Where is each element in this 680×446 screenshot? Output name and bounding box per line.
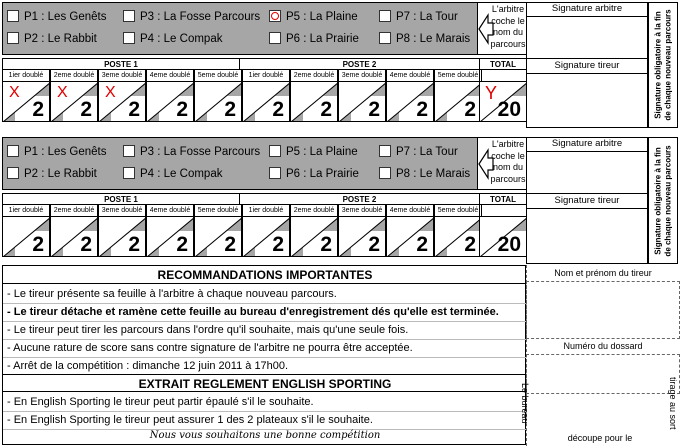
checkbox[interactable] [379,32,391,44]
score-cell[interactable] [194,217,242,257]
side-note-card-2 [648,137,678,264]
score-value: 2 [224,233,236,256]
total-value: 20 [497,233,521,256]
parcours-option-p4[interactable]: P4 : Le Compak [123,167,222,182]
extrait-line: - En English Sporting le tireur peut assurer 1 des 2 plateaux s'il le souhaite. [7,414,373,426]
score-value: 2 [368,98,380,121]
score-value: 2 [80,233,92,256]
doublet-label: 4eme doublé [386,205,434,217]
total-cell[interactable] [479,217,527,257]
extrait-line: - En English Sporting le tireur peut partir épaulé s'il le souhaite. [7,396,314,408]
le-bureau-label: Le bureau [520,383,530,424]
score-value: 2 [464,98,476,121]
parcours-option-p2[interactable]: P2 : Le Rabbit [7,32,97,47]
parcours-option-p7[interactable]: P7 : La Tour [379,145,458,160]
checkbox[interactable] [269,145,281,157]
tirage-au-sort-label: tirage au sort [668,377,678,430]
parcours-selector-card-2 [2,137,478,190]
score-cell[interactable] [434,82,482,122]
total-label-spacer [479,70,527,82]
doublet-label: 4eme doublé [146,205,194,217]
score-cell[interactable] [194,82,242,122]
side-note-text: Signature obligatoire à la fin de chaque nouveau parcours [653,9,672,121]
score-cell[interactable] [98,82,146,122]
parcours-option-p5[interactable]: P5 : La Plaine [269,145,358,160]
recommandation-line: - Le tireur présente sa feuille à l'arbitre à chaque nouveau parcours. [7,288,337,300]
parcours-option-p1[interactable]: P1 : Les Genêts [7,10,106,25]
miss-mark: X [57,84,68,101]
doublet-label: 3eme doublé [98,205,146,217]
score-cell[interactable] [290,82,338,122]
score-cell[interactable] [242,217,290,257]
doublet-label: 4eme doublé [386,70,434,82]
numero-dossard-field[interactable] [526,354,680,394]
miss-mark: X [105,84,116,101]
score-value: 2 [128,98,140,121]
recommandation-line: - Le tireur détache et ramène cette feuille au bureau d'enregistrement dés qu'elle est terminée. [7,306,499,318]
poste-1-title: POSTE 1 [2,58,240,70]
poste-2-title: POSTE 2 [239,193,480,205]
total-label-spacer [479,205,527,217]
poste-1-title: POSTE 1 [2,193,240,205]
parcours-option-p6[interactable]: P6 : La Prairie [269,32,359,47]
score-cell[interactable] [338,82,386,122]
score-cell[interactable] [50,217,98,257]
score-cell[interactable] [386,82,434,122]
checkbox[interactable] [123,145,135,157]
total-value: 20 [497,98,521,121]
tireur-info-panel [520,265,680,446]
doublet-label: 5eme doublé [194,70,242,82]
doublet-label: 1ier doublé [242,205,290,217]
score-value: 2 [320,233,332,256]
parcours-option-p6[interactable]: P6 : La Prairie [269,167,359,182]
score-cell[interactable] [338,217,386,257]
score-cell[interactable] [2,217,50,257]
recommandations-title: RECOMMANDATIONS IMPORTANTES [3,266,527,284]
signature-tireur-cell-card-2[interactable] [526,193,648,264]
score-value: 2 [224,98,236,121]
doublet-label: 1ier doublé [2,70,50,82]
doublet-label: 5eme doublé [434,205,482,217]
nom-prenom-label: Nom et prénom du tireur [554,268,652,278]
checkbox[interactable] [7,145,19,157]
checkbox[interactable] [7,32,19,44]
checkbox[interactable] [123,167,135,179]
parcours-option-p1[interactable]: P1 : Les Genêts [7,145,106,160]
score-value: 2 [272,233,284,256]
parcours-option-p7[interactable]: P7 : La Tour [379,10,458,25]
checkbox[interactable] [379,167,391,179]
recommandations-panel [2,265,526,445]
doublet-label: 2eme doublé [50,70,98,82]
checkbox[interactable] [123,32,135,44]
arbitre-note-text: L'arbitre coche le nom du parcours [490,4,526,49]
signature-tireur-label: Signature tireur [554,60,620,71]
parcours-option-p2[interactable]: P2 : Le Rabbit [7,167,97,182]
checkbox[interactable] [269,32,281,44]
score-value: 2 [272,98,284,121]
poste-2-title: POSTE 2 [239,58,480,70]
score-cell[interactable] [290,217,338,257]
score-cell[interactable] [2,82,50,122]
score-value: 2 [320,98,332,121]
doublet-label: 2eme doublé [290,205,338,217]
signature-tireur-label: Signature tireur [554,195,620,206]
numero-dossard-label: Numéro du dossard [563,341,643,351]
parcours-option-p4[interactable]: P4 : Le Compak [123,32,222,47]
score-cell[interactable] [146,217,194,257]
doublet-label: 2eme doublé [290,70,338,82]
parcours-option-p3[interactable]: P3 : La Fosse Parcours [123,145,260,160]
score-value: 2 [416,233,428,256]
arbitre-note-card-1 [478,2,526,55]
total-title: TOTAL [479,58,527,70]
checkbox[interactable] [379,145,391,157]
total-title: TOTAL [479,193,527,205]
nom-prenom-field[interactable] [526,281,680,339]
signature-arbitre-cell-card-1[interactable] [526,2,648,59]
score-value: 2 [32,233,44,256]
score-cell[interactable] [434,217,482,257]
checkbox[interactable] [379,10,391,22]
score-value: 2 [416,98,428,121]
decoupe-label: découpe pour le [567,433,633,443]
arbitre-note-text: L'arbitre coche le nom du parcours [490,139,526,184]
score-value: 2 [176,233,188,256]
doublet-label: 3eme doublé [338,70,386,82]
doublet-label: 5eme doublé [434,70,482,82]
recommandation-line: - Le tireur peut tirer les parcours dans l'ordre qu'il souhaite, mais qu'une seule fois. [7,324,409,336]
doublet-label: 1ier doublé [242,70,290,82]
parcours-option-p8[interactable]: P8 : Le Marais [379,32,470,47]
side-note-card-1 [648,2,678,128]
signature-arbitre-cell-card-2[interactable] [526,137,648,194]
signature-arbitre-label: Signature arbitre [551,138,623,149]
total-mark: Y [485,83,498,103]
doublet-label: 4eme doublé [146,70,194,82]
score-value: 2 [80,98,92,121]
parcours-selector-card-1 [2,2,478,55]
parcours-option-p8[interactable]: P8 : Le Marais [379,167,470,182]
doublet-label: 2eme doublé [50,205,98,217]
doublet-label: 3eme doublé [338,205,386,217]
checkbox[interactable] [123,10,135,22]
signature-arbitre-label: Signature arbitre [551,3,623,14]
doublet-label: 5eme doublé [194,205,242,217]
side-note-text: Signature obligatoire à la fin de chaque nouveau parcours [653,144,672,257]
parcours-option-p3[interactable]: P3 : La Fosse Parcours [123,10,260,25]
score-cell[interactable] [242,82,290,122]
score-value: 2 [176,98,188,121]
score-value: 2 [128,233,140,256]
parcours-option-p5[interactable]: P5 : La Plaine [269,10,358,25]
total-cell[interactable] [479,82,527,122]
score-cell[interactable] [386,217,434,257]
doublet-label: 3eme doublé [98,70,146,82]
recommandation-line: - Arrêt de la compétition : dimanche 12 juin 2011 à 17h00. [7,360,289,372]
doublet-label: 1ier doublé [2,205,50,217]
checkbox-checked[interactable] [269,10,281,22]
score-value: 2 [32,98,44,121]
checkbox[interactable] [7,167,19,179]
recommandation-line: - Aucune rature de score sans contre signature de l'arbitre ne pourra être acceptée. [7,342,413,354]
checkbox[interactable] [7,10,19,22]
arbitre-note-card-2 [478,137,526,190]
signoff-text: Nous vous souhaitons une bonne compétition [149,430,381,441]
score-value: 2 [368,233,380,256]
checkbox[interactable] [269,167,281,179]
extrait-title: EXTRAIT REGLEMENT ENGLISH SPORTING [3,374,527,392]
score-cell[interactable] [50,82,98,122]
score-cell[interactable] [98,217,146,257]
score-value: 2 [464,233,476,256]
score-cell[interactable] [146,82,194,122]
miss-mark: X [9,84,20,101]
signature-tireur-cell-card-1[interactable] [526,58,648,128]
